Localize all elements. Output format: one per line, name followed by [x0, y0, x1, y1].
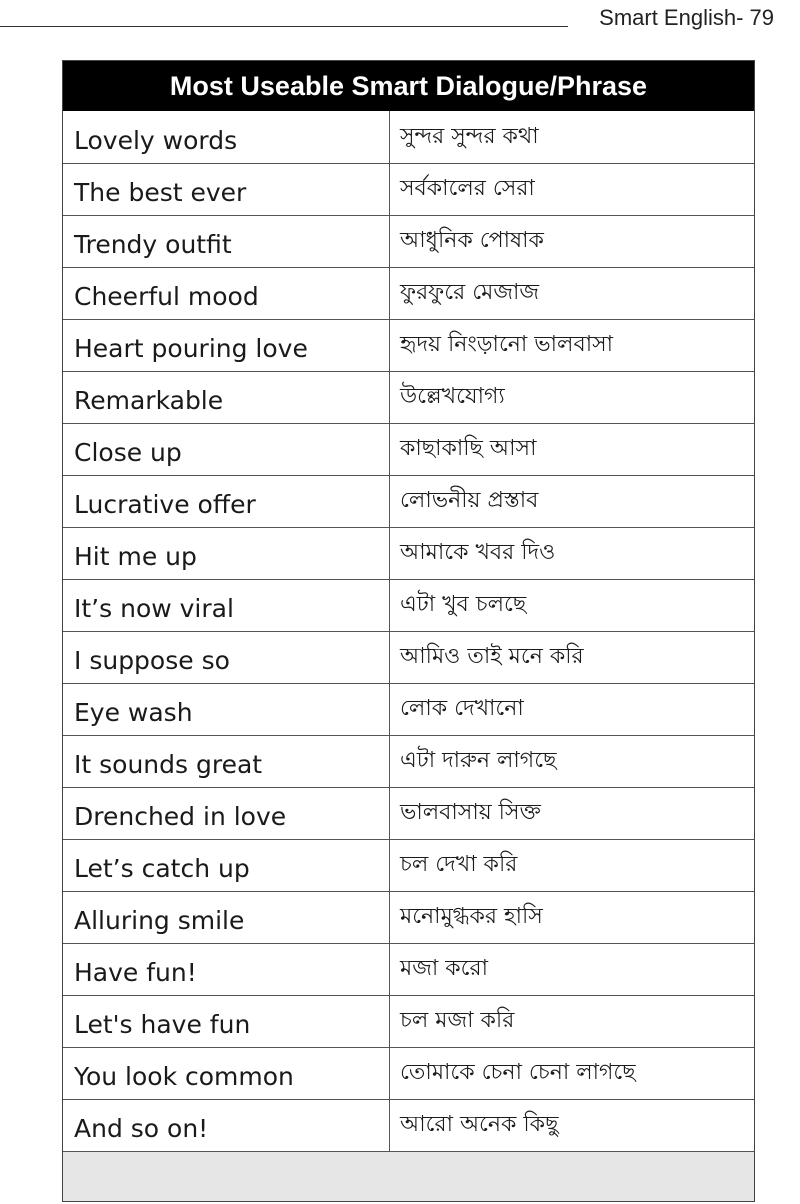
english-phrase: Heart pouring love	[63, 320, 390, 371]
page-header	[0, 0, 800, 40]
bangla-meaning: সুন্দর সুন্দর কথা	[400, 123, 539, 149]
table-row	[63, 735, 754, 787]
english-phrase: And so on!	[63, 1100, 390, 1151]
bangla-meaning: সর্বকালের সেরা	[400, 176, 535, 201]
bangla-meaning: চল মজা করি	[400, 1008, 515, 1033]
english-phrase: It sounds great	[63, 736, 390, 787]
table-row	[63, 475, 754, 527]
english-phrase: Trendy outfit	[63, 216, 390, 267]
table-body	[63, 111, 754, 1151]
bangla-meaning: লোভনীয় প্রস্তাব	[400, 488, 539, 513]
bangla-meaning: মজা করো	[400, 956, 488, 981]
english-phrase: Alluring smile	[63, 892, 390, 943]
table-row	[63, 943, 754, 995]
table-row	[63, 891, 754, 943]
bangla-meaning: আমিও তাই মনে করি	[400, 644, 584, 669]
table-row	[63, 631, 754, 683]
english-phrase: Drenched in love	[63, 788, 390, 839]
bangla-meaning: মনোমুগ্ধকর হাসি	[400, 904, 543, 929]
table-row	[63, 423, 754, 475]
table-row	[63, 787, 754, 839]
english-phrase: Lucrative offer	[63, 476, 390, 527]
table-row	[63, 267, 754, 319]
bangla-meaning: ফুরফুরে মেজাজ	[400, 280, 540, 305]
english-phrase: I suppose so	[63, 632, 390, 683]
table-row	[63, 111, 754, 163]
table-row	[63, 215, 754, 267]
page-label: Smart English- 79	[599, 5, 774, 30]
table-row	[63, 527, 754, 579]
table-title: Most Useable Smart Dialogue/Phrase	[63, 61, 754, 111]
blank-footer-row	[63, 1151, 754, 1201]
bangla-meaning: ভালবাসায় সিক্ত	[400, 800, 541, 825]
table-row	[63, 839, 754, 891]
phrase-table	[62, 60, 755, 1202]
bangla-meaning: লোক দেখানো	[400, 696, 524, 721]
table-row	[63, 1099, 754, 1151]
english-phrase: Lovely words	[63, 111, 390, 163]
english-phrase: Have fun!	[63, 944, 390, 995]
english-phrase: You look common	[63, 1048, 390, 1099]
header-rule	[0, 26, 568, 27]
bangla-meaning: আমাকে খবর দিও	[400, 540, 556, 565]
table-row	[63, 371, 754, 423]
bangla-meaning: এটা দারুন লাগছে	[400, 748, 557, 773]
bangla-meaning: চল দেখা করি	[400, 852, 518, 877]
bangla-meaning: হৃদয় নিংড়ানো ভালবাসা	[400, 332, 613, 357]
table-row	[63, 163, 754, 215]
bangla-meaning: এটা খুব চলছে	[400, 592, 527, 617]
english-phrase: Hit me up	[63, 528, 390, 579]
english-phrase: The best ever	[63, 164, 390, 215]
bangla-meaning: উল্লেখযোগ্য	[400, 384, 505, 409]
bangla-meaning: আরো অনেক কিছু	[400, 1112, 559, 1137]
english-phrase: Let’s catch up	[63, 840, 390, 891]
english-phrase: Let's have fun	[63, 996, 390, 1047]
bangla-meaning: কাছাকাছি আসা	[400, 436, 537, 461]
english-phrase: It’s now viral	[63, 580, 390, 631]
english-phrase: Remarkable	[63, 372, 390, 423]
bangla-meaning: আধুনিক পোষাক	[400, 228, 544, 253]
table-row	[63, 995, 754, 1047]
table-row	[63, 683, 754, 735]
english-phrase: Eye wash	[63, 684, 390, 735]
table-row	[63, 1047, 754, 1099]
english-phrase: Cheerful mood	[63, 268, 390, 319]
table-row	[63, 319, 754, 371]
bangla-meaning: তোমাকে চেনা চেনা লাগছে	[400, 1060, 636, 1085]
table-row	[63, 579, 754, 631]
english-phrase: Close up	[63, 424, 390, 475]
